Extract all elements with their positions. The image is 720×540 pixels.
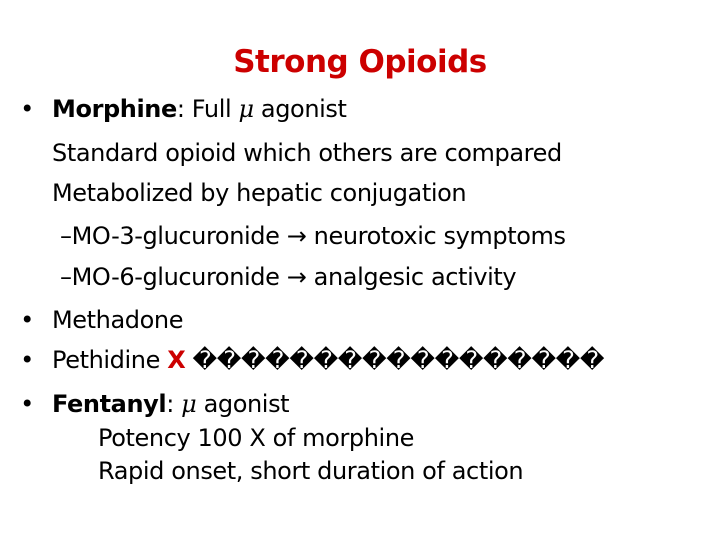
text: MO-6-glucuronide <box>71 263 287 291</box>
garbled-text: ����������������� <box>192 346 605 374</box>
dash: – <box>60 263 72 291</box>
arrow-right-icon: → <box>286 222 307 250</box>
fentanyl-detail-2: Rapid onset, short duration of action <box>98 457 524 485</box>
bullet-marker: • <box>20 390 35 418</box>
morphine-sub-2 <box>60 262 516 292</box>
text: : Full <box>176 95 239 123</box>
morphine-detail-1: Standard opioid which others are compared <box>52 139 562 167</box>
drug-name-fentanyl: Fentanyl <box>52 390 167 418</box>
morphine-detail-2: Metabolized by hepatic conjugation <box>52 179 467 207</box>
text: MO-3-glucuronide <box>71 222 287 250</box>
text: agonist <box>196 390 290 418</box>
dash: – <box>60 222 72 250</box>
drug-name-morphine: Morphine <box>52 95 177 123</box>
text: analgesic activity <box>306 263 517 291</box>
mu-symbol: μ <box>238 95 254 123</box>
morphine-sub-1 <box>60 221 566 251</box>
arrow-right-icon: → <box>286 263 307 291</box>
text: neurotoxic symptoms <box>306 222 566 250</box>
bullet-marker: • <box>20 95 35 123</box>
text: agonist <box>253 95 347 123</box>
bullet-pethidine <box>52 345 604 375</box>
drug-name-pethidine: Pethidine <box>52 346 168 374</box>
bullet-marker: • <box>20 306 35 334</box>
fentanyl-detail-1: Potency 100 X of morphine <box>98 424 415 452</box>
bullet-morphine <box>52 94 347 124</box>
x-mark: X <box>167 346 186 374</box>
bullet-methadone: Methadone <box>52 306 184 334</box>
text: : <box>166 390 182 418</box>
bullet-marker: • <box>20 346 35 374</box>
bullet-fentanyl <box>52 389 289 419</box>
mu-symbol: μ <box>181 390 197 418</box>
slide-title: Strong Opioids <box>233 44 487 80</box>
